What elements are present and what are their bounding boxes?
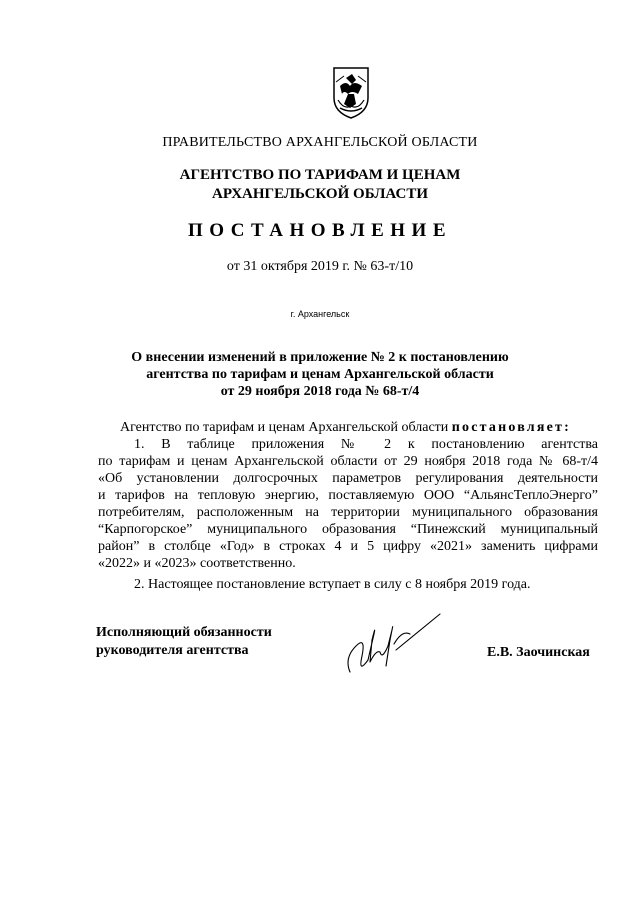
signatory-position <box>96 624 272 660</box>
signatory-name: Е.В. Заочинская <box>487 645 590 660</box>
signatory-position-line2: руководителя агентства <box>96 643 249 658</box>
paragraph-1-line: «Об установлении долгосрочных параметров регулирования деятельности <box>98 471 598 486</box>
paragraph-1-line: 1. В таблице приложения № 2 к постановлению агентства <box>134 437 598 452</box>
document-type-title: ПОСТАНОВЛЕНИЕ <box>187 220 453 241</box>
document-date-number: от 31 октября 2019 г. № 63-т/10 <box>226 259 414 274</box>
government-name: ПРАВИТЕЛЬСТВО АРХАНГЕЛЬСКОЙ ОБЛАСТИ <box>162 135 478 150</box>
document-city: г. Архангельск <box>290 309 350 319</box>
paragraph-1-line: по тарифам и ценам Архангельской области от 29 ноября 2018 года № 68-т/4 <box>98 454 598 469</box>
paragraph-1-line: потребителям, расположенным на территории муниципального образования <box>98 505 598 520</box>
signatory-position-line1: Исполняющий обязанности <box>96 625 272 640</box>
agency-name-line1: АГЕНТСТВО ПО ТАРИФАМ И ЦЕНАМ <box>179 167 461 183</box>
agency-name-line2: АРХАНГЕЛЬСКОЙ ОБЛАСТИ <box>212 186 428 202</box>
paragraph-1-line: и тарифов на тепловую энергию, поставляемую ООО “АльянсТеплоЭнерго” <box>98 488 598 503</box>
paragraph-2: 2. Настоящее постановление вступает в силу с 8 ноября 2019 года. <box>134 577 531 592</box>
paragraph-1-line: район” в столбце «Год» в строках 4 и 5 цифру «2021» заменить цифрами <box>98 539 598 554</box>
coat-of-arms-icon <box>326 64 376 120</box>
intro-text: Агентство по тарифам и ценам Архангельской области <box>120 420 449 435</box>
handwritten-signature <box>336 600 446 680</box>
subject-line-2: агентства по тарифам и ценам Архангельской области <box>146 367 494 382</box>
paragraph-1-line: “Карпогорское” муниципального образования “Пинежский муниципальный <box>98 522 598 537</box>
subject-line-1: О внесении изменений в приложение № 2 к постановлению <box>131 350 509 365</box>
resolves-word: постановляет: <box>451 420 571 435</box>
subject-line-3: от 29 ноября 2018 года № 68-т/4 <box>220 384 420 399</box>
intro-line <box>120 420 620 437</box>
paragraph-1-line: «2022» и «2023» соответственно. <box>98 556 296 571</box>
